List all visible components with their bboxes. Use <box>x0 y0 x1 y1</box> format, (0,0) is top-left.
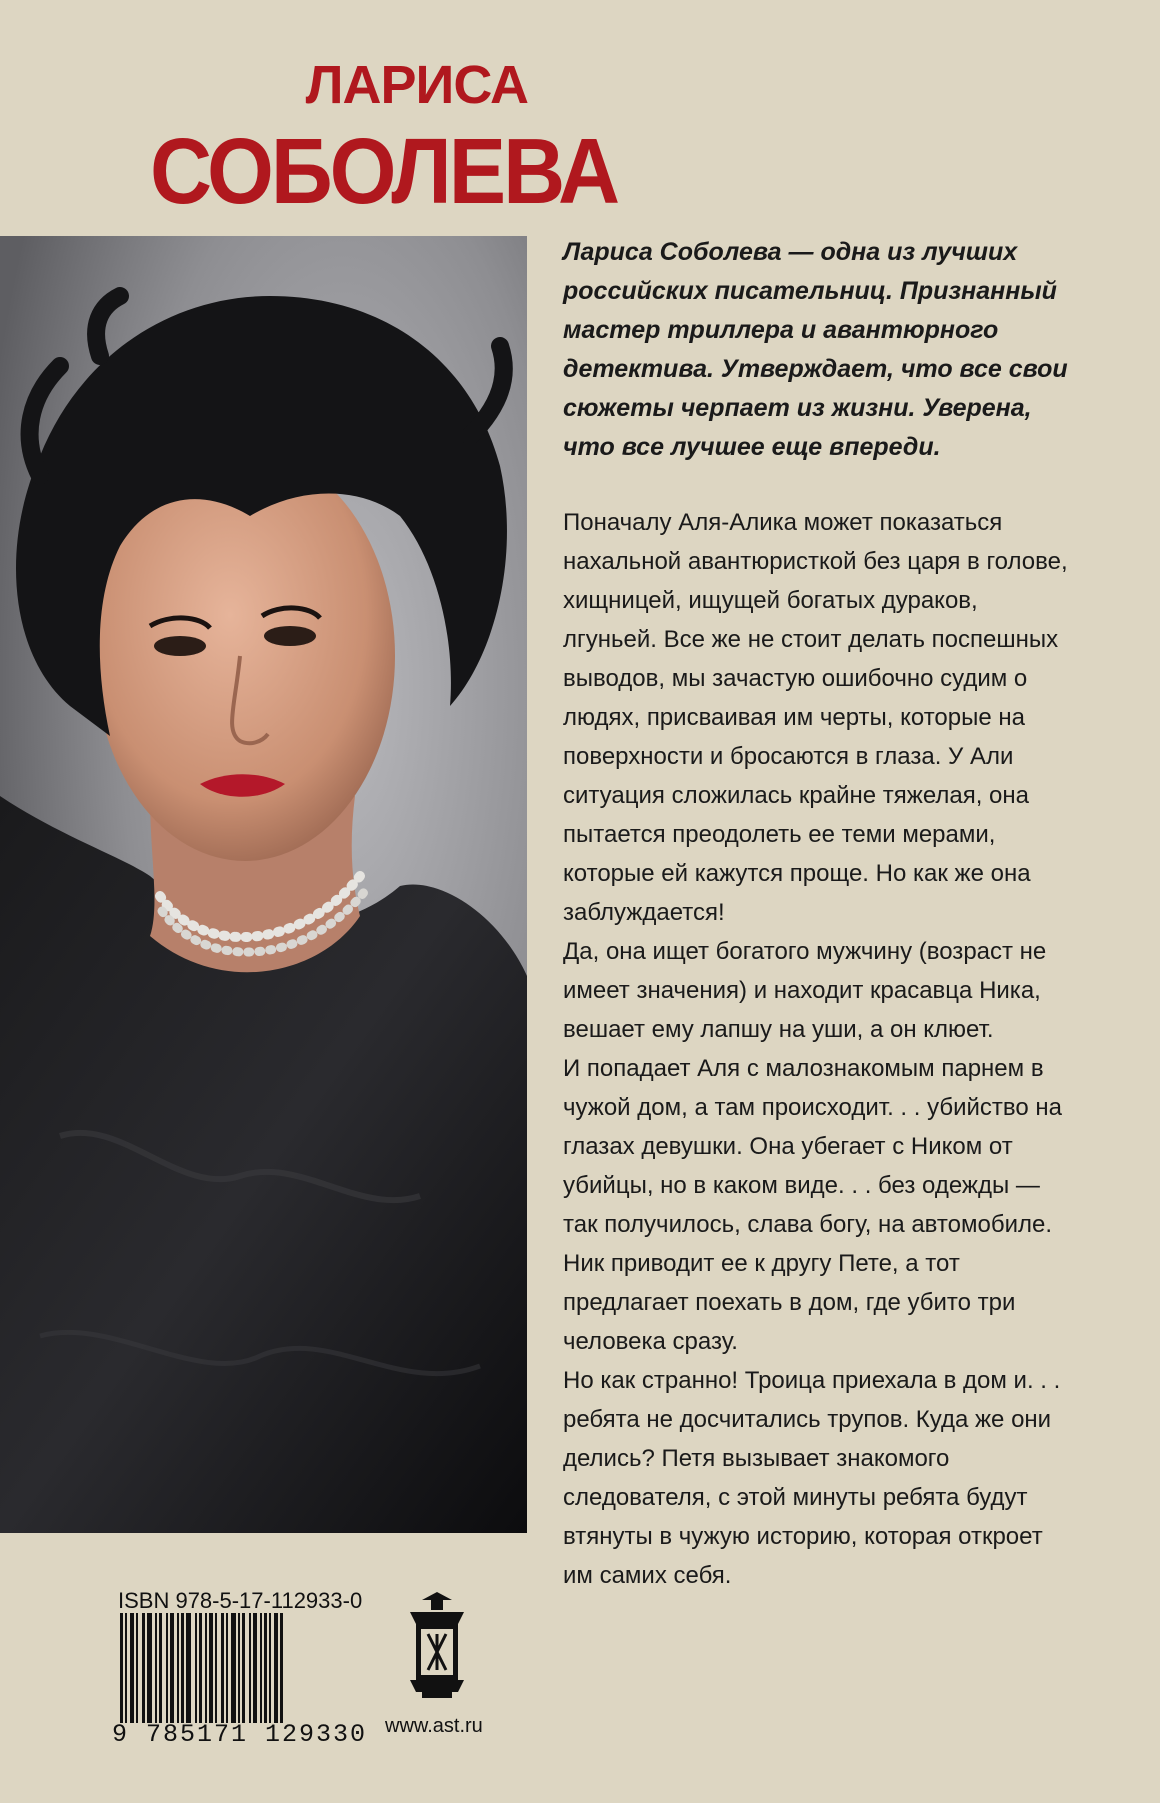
publisher-website: www.ast.ru <box>385 1715 483 1737</box>
synopsis-paragraph: Но как странно! Троица приехала в дом и. . . ребята не досчитались трупов. Куда же они делись? Петя вызывает знакомого следователя, с этой минуты ребята будут втянуты в чужую историю, которая откроет им самих себя. <box>563 1367 1061 1589</box>
synopsis-paragraph: Да, она ищет богатого мужчину (возраст не имеет значения) и находит красавца Ника, вешает ему лапшу на уши, а он клюет. <box>563 938 1047 1043</box>
isbn-label: ISBN 978-5-17-112933-0 <box>118 1588 363 1613</box>
barcode <box>120 1613 356 1723</box>
synopsis-paragraph: И попадает Аля с малознакомым парнем в чужой дом, а там происходит. . . убийство на глазах девушки. Она убегает с Ником от убийцы, но в каком виде. . . без одежды — так получилось, слава богу, на автомобиле. <box>563 1055 1063 1238</box>
author-first-name: ЛАРИСА <box>305 55 528 115</box>
author-photo <box>0 236 527 1533</box>
lantern-zh-icon <box>402 1590 472 1700</box>
synopsis-paragraph: Ник приводит ее к другу Пете, а тот предлагает поехать в дом, где убито три человека сразу. <box>563 1250 1016 1355</box>
barcode-digits: 9 785171 129330 <box>112 1720 368 1749</box>
author-last-name: СОБОЛЕВА <box>150 119 618 224</box>
book-synopsis <box>563 503 1073 1595</box>
author-bio: Лариса Соболева — одна из лучших российских писательниц. Признанный мастер триллера и авантюрного детектива. Утверждает, что все свои сюжеты черпает из жизни. Уверена, что все лучшее еще впереди. <box>563 238 1068 461</box>
synopsis-paragraph: Поначалу Аля-Алика может показаться нахальной авантюристкой без царя в голове, хищницей, ищущей богатых дураков, лгуньей. Все же не стоит делать поспешных выводов, мы зачастую ошибочно судим о людях, присваивая им черты, которые на поверхности и бросаются в глаза. У Али ситуация сложилась крайне тяжелая, она пытается преодолеть ее теми мерами, которые ей кажутся проще. Но как же она заблуждается! <box>563 509 1068 926</box>
author-portrait-image <box>0 236 527 1533</box>
